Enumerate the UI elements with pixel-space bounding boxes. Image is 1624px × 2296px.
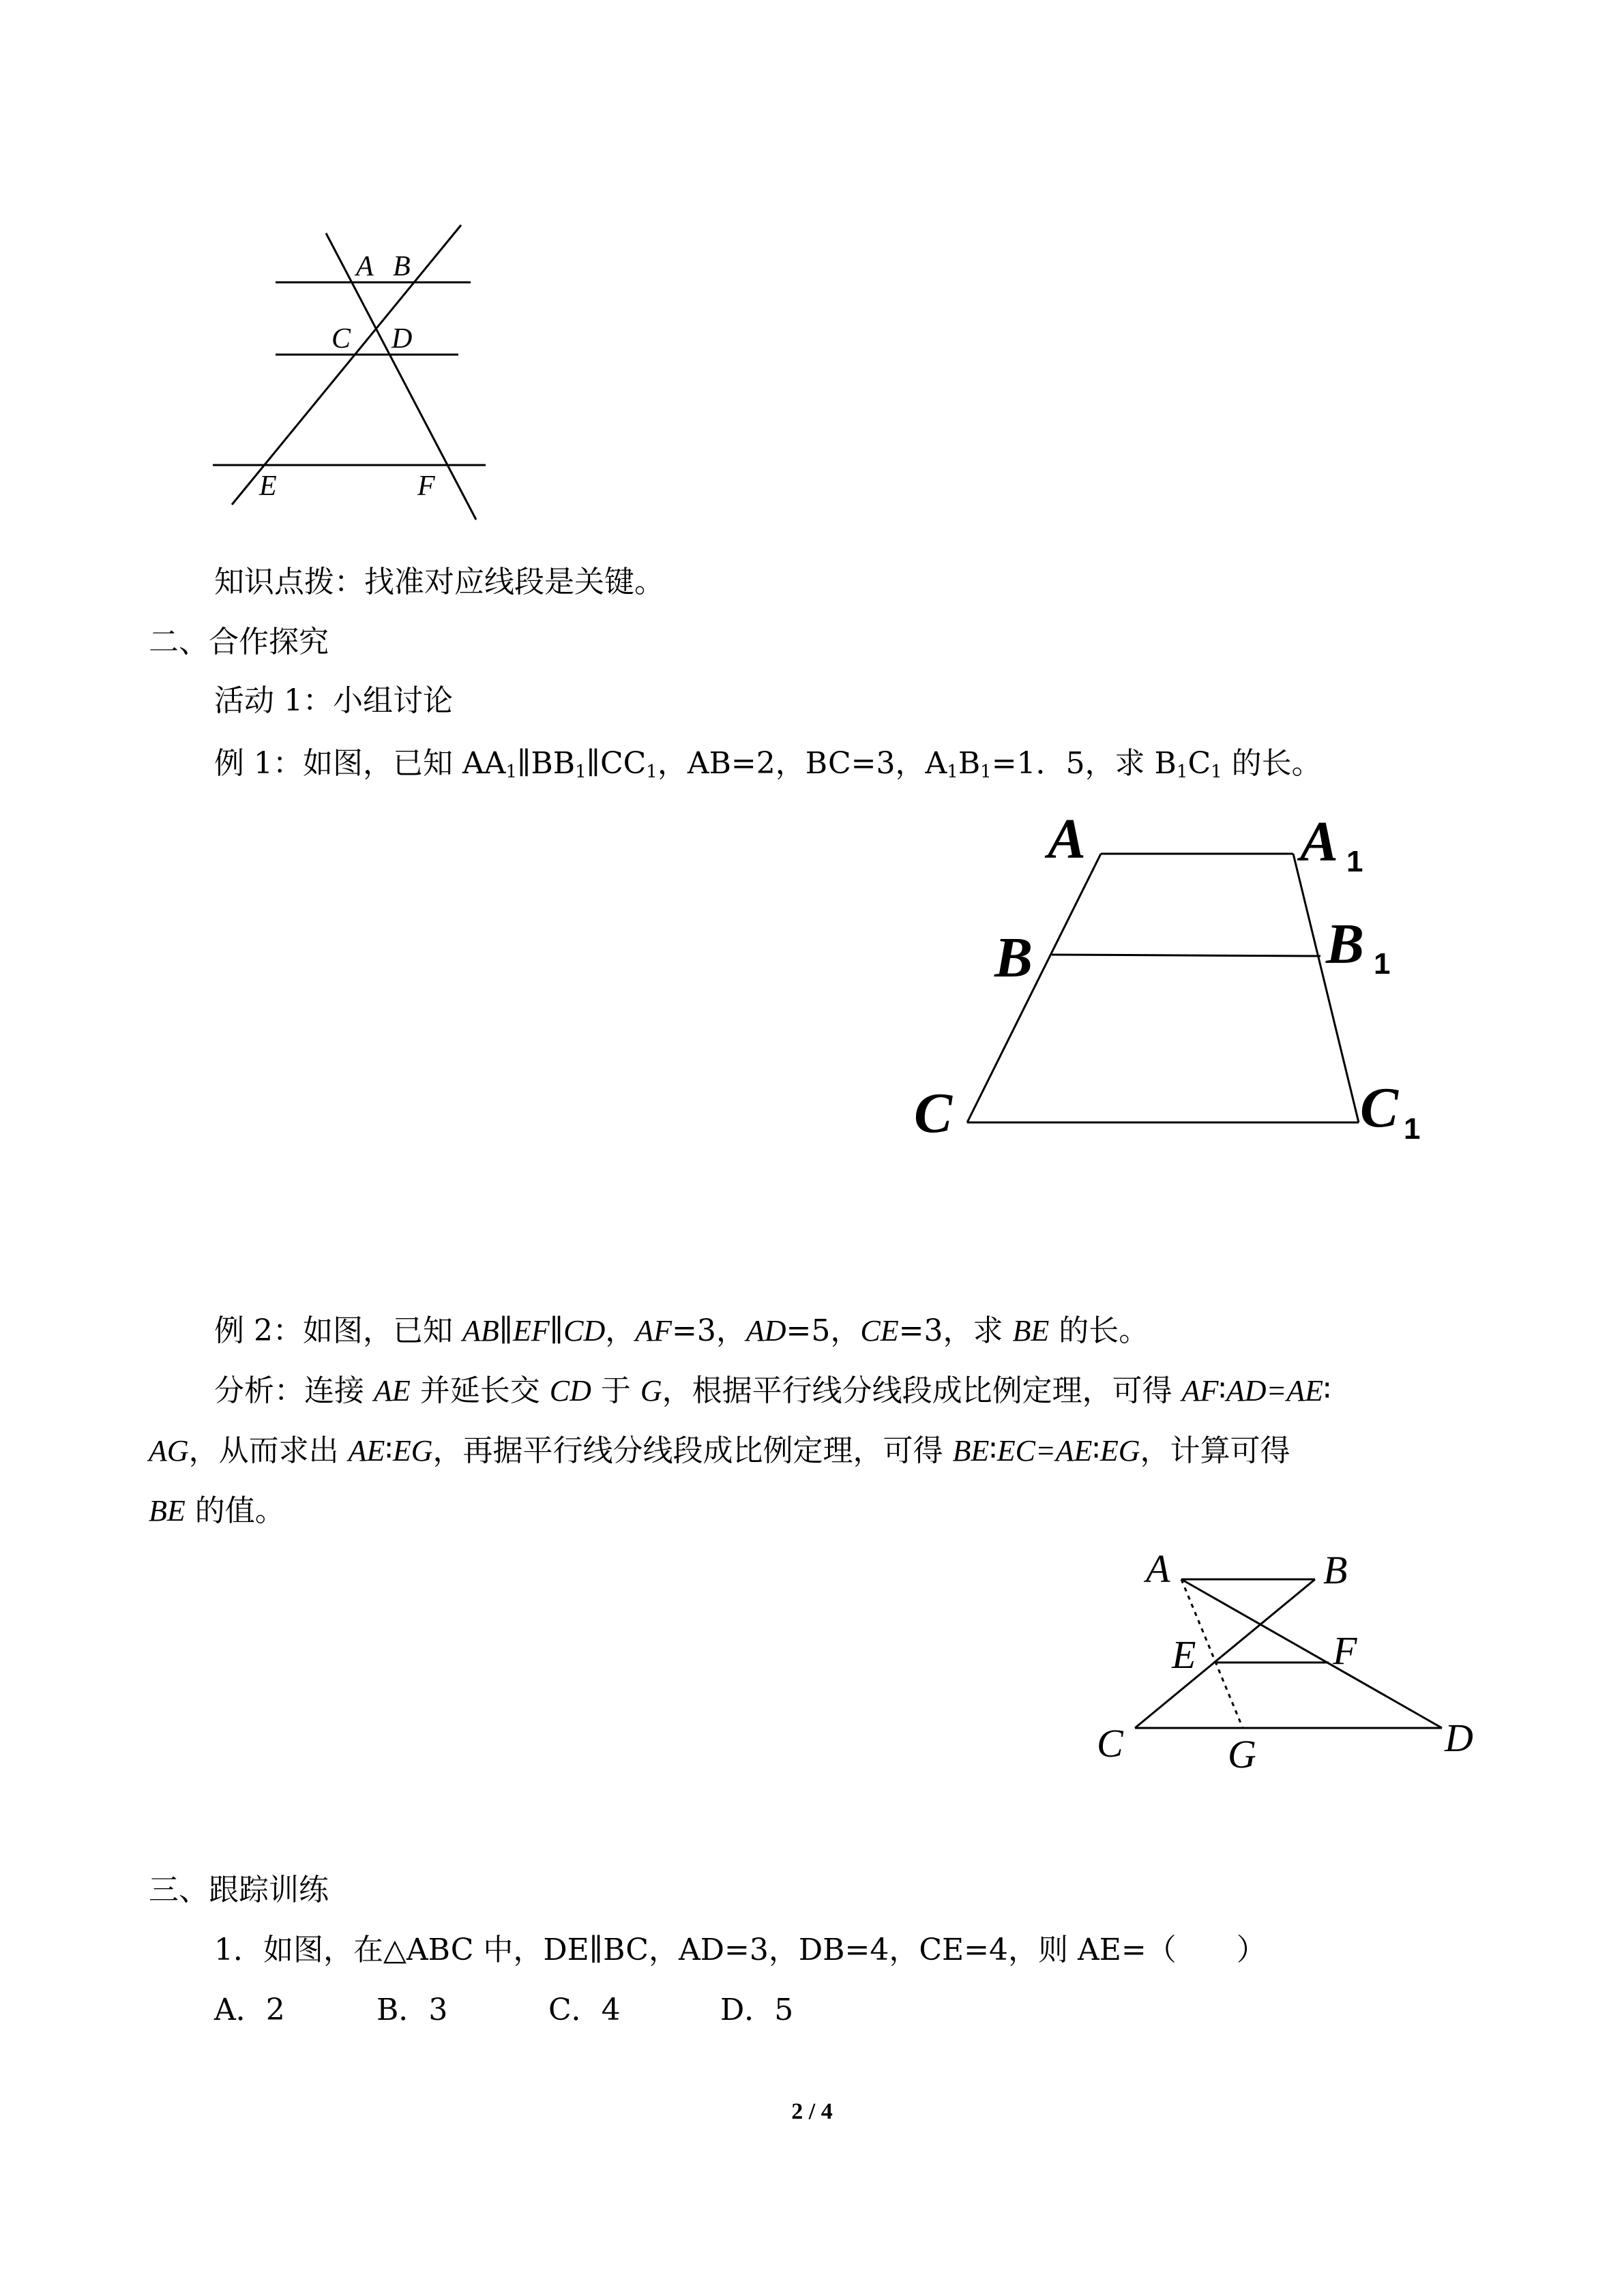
section-heading-cooperation: 二、合作探究 — [149, 625, 329, 659]
label-b: B — [1323, 1548, 1348, 1592]
label-a1-sub: 1 — [1346, 845, 1363, 878]
option-b: B．3 — [377, 1993, 448, 2027]
section-heading-practice: 三、跟踪训练 — [149, 1873, 329, 1907]
analysis-line-1: 分析：连接 AE 并延长交 CD 于 G，根据平行线分线段成比例定理，可得 AF∶AD=AE∶ — [214, 1373, 1331, 1408]
label-b: B — [393, 251, 411, 282]
option-a: A．2 — [214, 1993, 285, 2027]
label-f: F — [417, 471, 435, 502]
label-g: G — [1228, 1732, 1256, 1776]
label-a1: A — [1300, 810, 1339, 874]
segment-bb1 — [1052, 955, 1320, 956]
label-b: B — [994, 926, 1033, 989]
figure2-labels — [914, 807, 1420, 1146]
activity-heading: 活动 1：小组讨论 — [214, 683, 453, 718]
analysis-line-3: BE 的值。 — [149, 1493, 285, 1528]
analysis-line-2: AG，从而求出 AE∶EG，再据平行线分线段成比例定理，可得 BE∶EC=AE∶EG，计算可得 — [149, 1433, 1290, 1468]
segment-ac — [967, 854, 1101, 1122]
label-f: F — [1333, 1628, 1357, 1673]
label-a: A — [1048, 807, 1087, 871]
tip-text: 知识点拨：找准对应线段是关键。 — [214, 565, 664, 599]
figure-transversal-lines — [213, 225, 486, 520]
option-d: D．5 — [720, 1993, 794, 2027]
label-b1-sub: 1 — [1374, 947, 1391, 981]
page-number: 2 / 4 — [791, 2099, 833, 2124]
label-d: D — [392, 323, 413, 355]
label-c1: C — [1360, 1076, 1399, 1139]
label-a: A — [356, 251, 374, 282]
question-1: 1．如图，在△ABC 中，DE∥BC，AD=3，DB=4，CE=4，则 AE=（ ） — [214, 1933, 1267, 1967]
segment-a1c1 — [1293, 854, 1359, 1122]
label-e: E — [259, 471, 277, 502]
option-c: C．4 — [548, 1993, 621, 2027]
label-c1-sub: 1 — [1404, 1112, 1421, 1146]
label-c: C — [914, 1082, 953, 1145]
label-c: C — [1097, 1721, 1123, 1765]
label-a: A — [1146, 1547, 1170, 1591]
label-c: C — [331, 323, 351, 355]
label-d: D — [1445, 1716, 1473, 1760]
label-b1: B — [1326, 912, 1365, 976]
example-1: 例 1：如图，已知 $AA_1\parallel BB_1\parallel CC_1$，AB=2，BC=3，$A_1B_1=1$．5，求 $B_1C_1$ 的长。 — [214, 746, 1322, 782]
label-e: E — [1172, 1632, 1196, 1677]
example-2: 例 2：如图，已知 AB∥EF∥CD，AF=3，AD=5，CE=3，求 BE 的长。 — [214, 1313, 1149, 1348]
transversal-line-2 — [232, 225, 461, 505]
segment-bc — [1135, 1579, 1315, 1728]
segment-ad — [1181, 1579, 1442, 1728]
